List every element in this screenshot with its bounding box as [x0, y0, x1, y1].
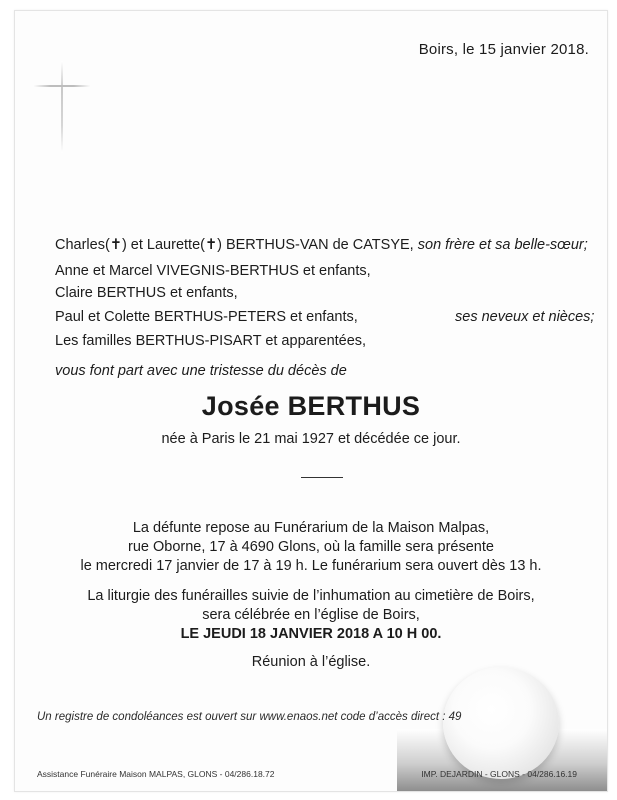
- liturgy-line: La liturgie des funérailles suivie de l’inhumation au cimetière de Boirs,: [87, 588, 535, 604]
- printer-footer: IMP. DEJARDIN - GLONS - 04/286.16.19: [421, 769, 577, 779]
- reunion-line: Réunion à l’église.: [251, 654, 371, 670]
- family-names: Les familles BERTHUS-PISART et apparentées,: [55, 333, 367, 349]
- family-names: Charles(✝) et Laurette(✝) BERTHUS-VAN de CATSYE,: [55, 237, 414, 253]
- announcement: vous font part avec une tristesse du décès de: [55, 363, 347, 379]
- family-relation: son frère et sa belle-sœur;: [417, 237, 588, 253]
- family-line-4: [55, 309, 595, 325]
- funerarium-info: [15, 519, 607, 576]
- funerarium-line: le mercredi 17 janvier de 17 à 19 h. Le funérarium sera ouvert dès 13 h.: [80, 558, 542, 574]
- family-line-1: [55, 237, 595, 253]
- birth-line: née à Paris le 21 mai 1927 et décédée ce jour.: [161, 431, 461, 447]
- cross-icon: [33, 61, 93, 156]
- obituary-card: [14, 10, 608, 792]
- family-names: Claire BERTHUS et enfants,: [55, 285, 238, 301]
- family-names: Paul et Colette BERTHUS-PETERS et enfants,: [55, 309, 358, 325]
- liturgy-date: LE JEUDI 18 JANVIER 2018 A 10 H 00.: [180, 626, 442, 642]
- family-line-5: [55, 333, 595, 349]
- date-line: Boirs, le 15 janvier 2018.: [418, 41, 589, 58]
- liturgy-info: [15, 587, 607, 644]
- divider: [301, 477, 343, 478]
- deceased-name: Josée BERTHUS: [201, 391, 421, 421]
- funerarium-line: La défunte repose au Funérarium de la Maison Malpas,: [132, 520, 490, 536]
- liturgy-line: sera célébrée en l’église de Boirs,: [202, 607, 420, 623]
- family-names: Anne et Marcel VIVEGNIS-BERTHUS et enfants,: [55, 263, 371, 279]
- family-line-3: [55, 285, 595, 301]
- condolence-registry: Un registre de condoléances est ouvert sur www.enaos.net code d’accès direct : 49: [37, 711, 462, 723]
- family-relation: ses neveux et nièces;: [455, 309, 595, 325]
- funeral-home-footer: Assistance Funéraire Maison MALPAS, GLONS - 04/286.18.72: [37, 769, 275, 779]
- family-line-2: [55, 263, 595, 279]
- funerarium-line: rue Oborne, 17 à 4690 Glons, où la famille sera présente: [128, 539, 494, 555]
